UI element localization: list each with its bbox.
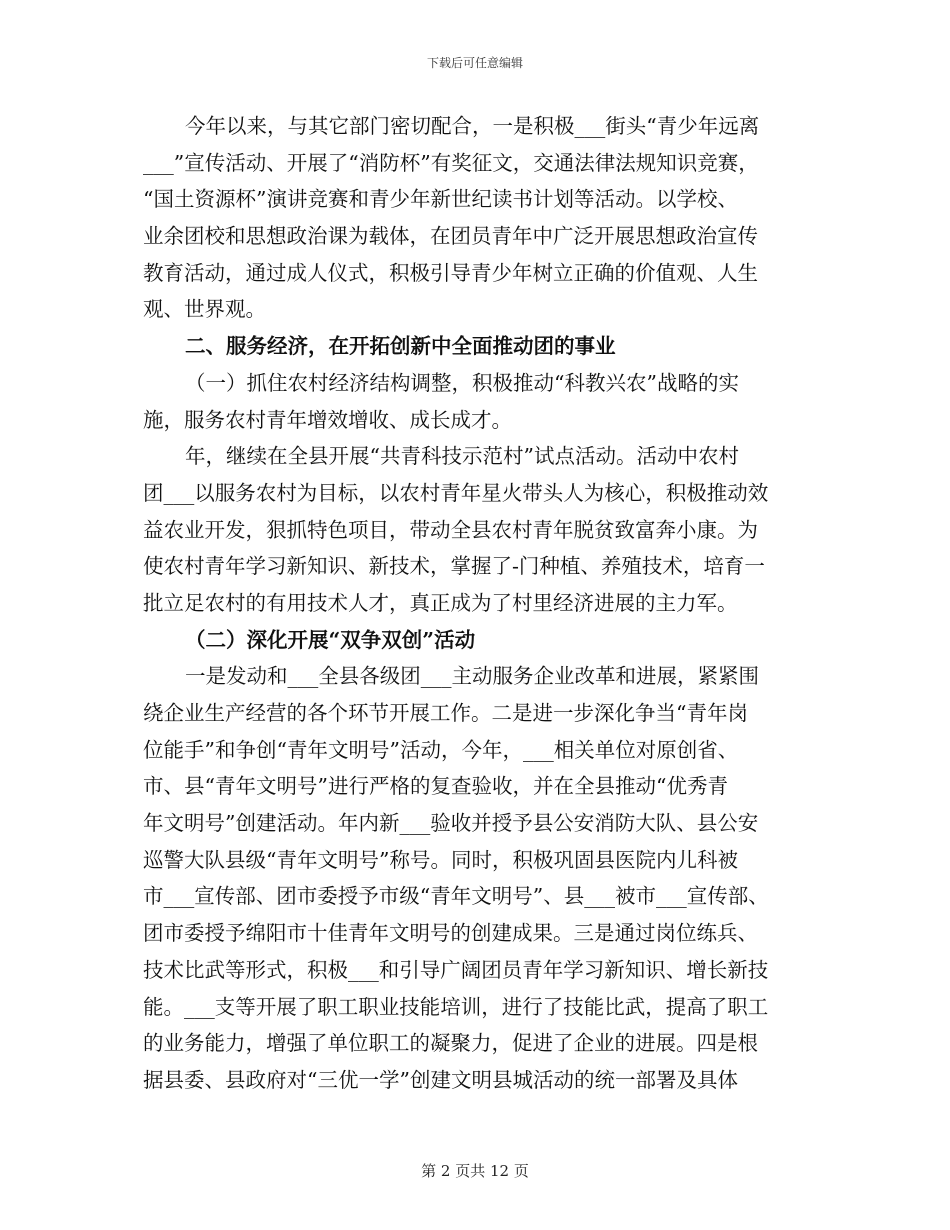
text-line: 能。___支等开展了职工职业技能培训，进行了技能比武，提高了职工: [143, 994, 769, 1019]
text-line: 的业务能力，增强了单位职工的凝聚力，促进了企业的进展。四是根: [143, 1031, 758, 1056]
text-line: 业余团校和思想政治课为载体，在团员青年中广泛开展思想政治宣传: [143, 224, 758, 249]
text-line: 一是发动和___全县各级团___主动服务企业改革和进展，紧紧围: [185, 664, 759, 689]
page-header: 下载后可任意编辑: [426, 56, 523, 70]
text-line: 据县委、县政府对“三优一学”创建文明县城活动的统一部署及具体: [143, 1067, 738, 1092]
text-line: 市___宣传部、团市委授予市级“青年文明号”、县___被市___宣传部、: [143, 884, 769, 909]
document-body: [143, 108, 823, 1099]
text-line: 使农村青年学习新知识、新技术，掌握了-门种植、养殖技术，培育一: [143, 554, 765, 579]
text-line: 今年以来，与其它部门密切配合，一是积极___街头“青少年远离: [185, 114, 760, 138]
section-heading: 二、服务经济，在开拓创新中全面推动团的事业: [185, 334, 616, 359]
subsection-heading: （二）深化开展“双争双创”活动: [185, 627, 476, 652]
text-line: 团市委授予绵阳市十佳青年文明号的创建成果。三是通过岗位练兵、: [143, 921, 758, 946]
text-line: 施，服务农村青年增效增收、成长成才。: [143, 407, 512, 432]
text-line: 批立足农村的有用技术人才，真正成为了村里经济进展的主力军。: [143, 590, 738, 615]
text-line: 教育活动，通过成人仪式，积极引导青少年树立正确的价值观、人生: [143, 260, 758, 285]
text-line: （一）抓住农村经济结构调整，积极推动“科教兴农”战略的实: [185, 370, 739, 395]
text-line: 年文明号”创建活动。年内新___验收并授予县公安消防大队、县公安: [143, 811, 759, 836]
text-line: 年，继续在全县开展“共青科技示范村”试点活动。活动中农村: [185, 444, 739, 469]
text-line: 绕企业生产经营的各个环节开展工作。二是进一步深化争当“青年岗: [143, 701, 748, 725]
text-line: 巡警大队县级“青年文明号”称号。同时，积极巩固县医院内儿科被: [143, 847, 738, 872]
text-line: 位能手”和争创“青年文明号”活动，今年，___相关单位对原创省、: [143, 737, 739, 762]
text-line: 益农业开发，狠抓特色项目，带动全县农村青年脱贫致富奔小康。为: [143, 517, 758, 542]
text-line: ___”宣传活动、开展了“消防杯”有奖征文，交通法律法规知识竞赛，: [143, 150, 759, 175]
text-line: 市、县“青年文明号”进行严格的复查验收，并在全县推动“优秀青: [143, 774, 728, 799]
text-line: 观、世界观。: [143, 297, 266, 322]
page-footer: 第 2 页共 12 页: [421, 1162, 529, 1180]
text-line: 技术比武等形式，积极___和引导广阔团员青年学习新知识、增长新技: [143, 957, 769, 982]
text-line: “国土资源杯”演讲竞赛和青少年新世纪读书计划等活动。以学校、: [143, 187, 738, 212]
text-line: 团___以服务农村为目标，以农村青年星火带头人为核心，积极推动效: [143, 480, 769, 505]
